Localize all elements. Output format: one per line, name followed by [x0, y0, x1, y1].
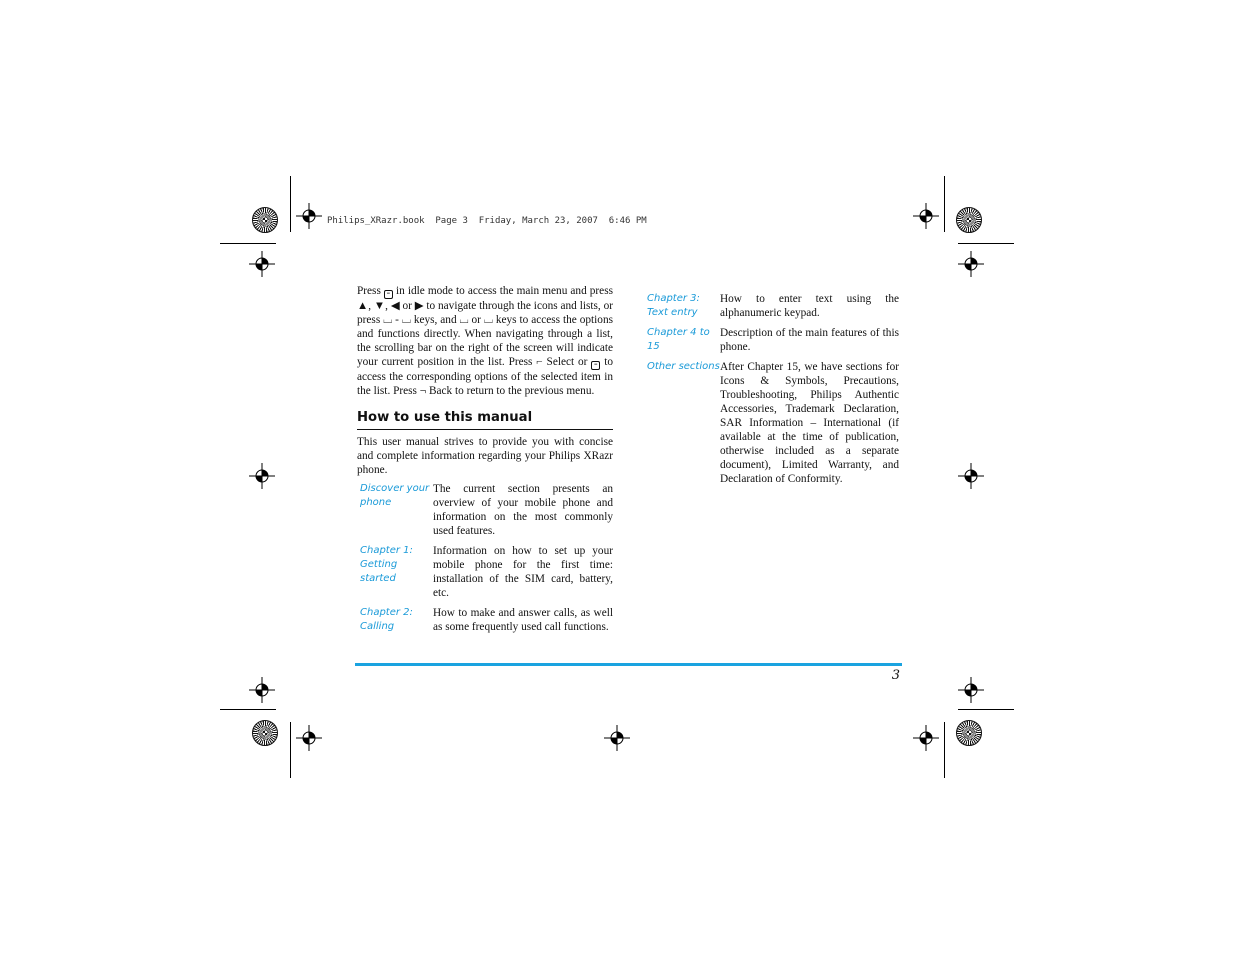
- left-arrow-icon: ◀: [390, 300, 400, 312]
- toc-desc: Information on how to set up your mobile phone for the first time: installation of the SIM card, battery, etc.: [433, 545, 613, 599]
- toc-key: Chapter 2: Calling: [360, 607, 413, 632]
- registration-mark-icon: [958, 677, 984, 703]
- toc-table-left: [357, 482, 613, 640]
- toc-row: [357, 544, 613, 606]
- right-soft-key-icon: ¬: [419, 385, 427, 397]
- star-target-icon: [252, 720, 278, 746]
- toc-desc: The current section presents an overview of your mobile phone and information on the most commonly used features.: [433, 483, 613, 537]
- toc-row: [647, 360, 899, 492]
- right-column: [647, 288, 899, 492]
- toc-key: Chapter 1: Getting started: [360, 545, 413, 584]
- registration-mark-icon: [249, 251, 275, 277]
- right-arrow-icon: ▶: [414, 300, 424, 312]
- toc-row: [357, 482, 613, 544]
- toc-desc: After Chapter 15, we have sections for Icons & Symbols, Precautions, Troubleshooting, Philips Authentic Accessories, Trademark Declaration, SAR Information – International (if available at the time of publication, otherwise included as a separate document), Limited Warranty, and Declaration of Conformity.: [720, 361, 899, 485]
- section-intro: This user manual strives to provide you with concise and complete information regarding your Philips XRazr phone.: [357, 436, 613, 476]
- registration-mark-icon: [296, 725, 322, 751]
- toc-table-right: [647, 292, 899, 492]
- star-target-icon: [252, 207, 278, 233]
- toc-desc: Description of the main features of this phone.: [720, 327, 899, 353]
- registration-mark-icon: [913, 725, 939, 751]
- toc-key: Chapter 3: Text entry: [647, 293, 700, 318]
- navigation-instructions: Press ≡ in idle mode to access the main menu and press ▲, ▼, ◀ or ▶ to navigate through the icons and lists, or press ⌴ - ⌴ keys, and ⌴ or ⌴ keys to access the options and functions directly. When navigating through a list, the scrolling bar on the right of the screen will indicate your current position in the list. Press ⌐ Select or ≡ to access the corresponding options of the selected item in the list. Press ¬ Back to return to the previous menu.: [357, 285, 613, 397]
- registration-mark-icon: [249, 463, 275, 489]
- down-arrow-icon: ▼: [373, 300, 386, 312]
- registration-mark-icon: [604, 725, 630, 751]
- toc-row: [647, 326, 899, 360]
- toc-desc: How to enter text using the alphanumeric keypad.: [720, 293, 899, 319]
- toc-row: [357, 606, 613, 640]
- left-soft-key-icon: ⌐: [536, 356, 543, 368]
- toc-desc: How to make and answer calls, as well as some frequently used call functions.: [433, 607, 613, 633]
- registration-mark-icon: [913, 203, 939, 229]
- hash-key-icon: ⌴: [483, 314, 493, 326]
- toc-key: Chapter 4 to 15: [647, 327, 710, 352]
- star-target-icon: [956, 207, 982, 233]
- menu-key-icon: ≡: [384, 290, 393, 299]
- menu-key-icon: ≡: [591, 361, 600, 370]
- registration-mark-icon: [958, 463, 984, 489]
- star-target-icon: [956, 720, 982, 746]
- key-9-icon: ⌴: [401, 314, 411, 326]
- footer-rule: [355, 663, 902, 666]
- toc-key: Discover your phone: [360, 483, 430, 508]
- book-header-line: Philips_XRazr.book Page 3 Friday, March 23, 2007 6:46 PM: [327, 216, 647, 226]
- section-title: How to use this manual: [357, 410, 613, 430]
- key-0-icon: ⌴: [383, 314, 393, 326]
- left-column: [357, 284, 613, 640]
- toc-row: [647, 292, 899, 326]
- registration-mark-icon: [249, 677, 275, 703]
- star-key-icon: ⌴: [459, 314, 469, 326]
- page-number: 3: [891, 668, 900, 683]
- toc-key: Other sections: [647, 361, 720, 372]
- registration-mark-icon: [958, 251, 984, 277]
- up-arrow-icon: ▲: [357, 300, 369, 312]
- registration-mark-icon: [296, 203, 322, 229]
